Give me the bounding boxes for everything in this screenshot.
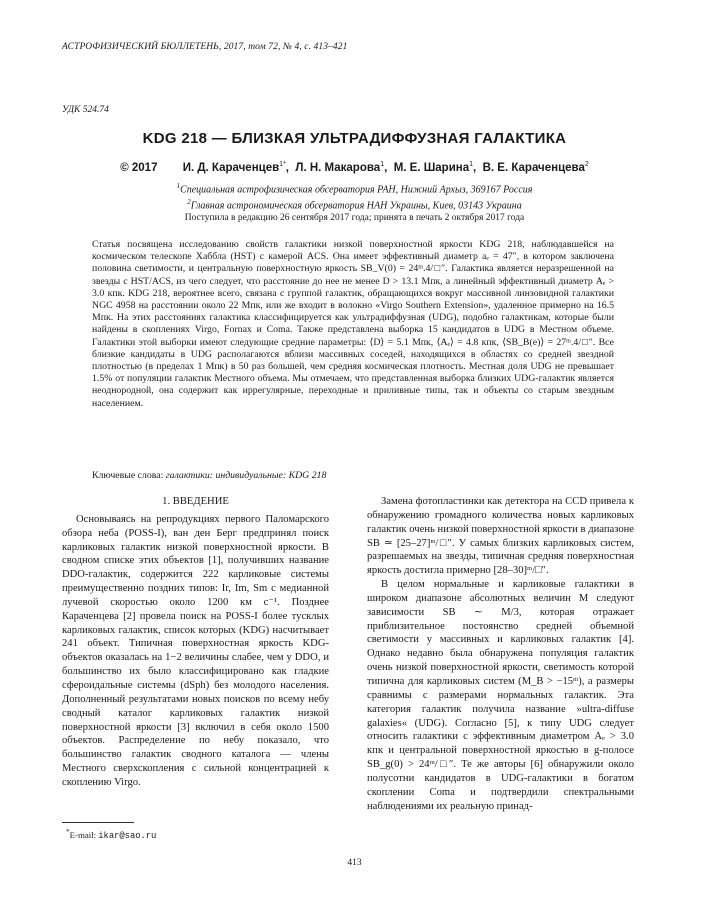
body-paragraph: Основываясь на репродукциях первого Паломарского обзора неба (POSS-I), ван ден Берг предпринял поиск карликовых галактик низкой поверхностной яркости. В сводном списке этих объектов [1], получивших название DDO-галактик, содержится 222 карликовые системы преимущественно поздних типов: Ir, Im, Sm с медианной лучевой скоростью около 1200 км с⁻¹. Позднее Караченцева [2] провела поиск на POSS-I более тусклых карликовых галактик, список которых (KDG) насчитывает 241 объект. Типичная поверхностная яркость KDG-объектов оказалась на 1−2 величины слабее, чем у DDO, и большинство их было классифицировано как гладкие сфероидальные системы (dSph) без молодого населения. Дополненный результатами новых поисков по всему небу сводный каталог карликовых галактик низкой поверхностной яркости [3] включил в себя около 1500 объектов. Распределение по небу показало, что большинство галактик сводного каталога — члены Местного сверхскопления с сильной концентрацией к скоплению Virgo. [62,513,329,788]
author-2: Л. Н. Макарова$^1$ [295,161,385,174]
author-1: И. Д. Караченцев$^{1*}$ [182,161,286,174]
author-4: В. Е. Караченцева$^2$ [482,161,589,174]
author-line: © 2017 И. Д. Караченцев$^{1*}$, Л. Н. Макарова$^1$, М. Е. Шарина$^1$, В. Е. Караченцева$^2$ [120,161,589,174]
right-column [367,495,634,813]
affiliation-1: $^1$Специальная астрофизическая обсерватория РАН, Нижний Архыз, 369167 Россия [176,182,533,196]
footnote: *E-mail: ikar@sao.ru [66,827,157,841]
copyright-year: © 2017 [120,161,158,174]
page-number: 413 [347,858,362,868]
udk-code: УДК 524.74 [62,105,109,115]
keywords [92,470,326,481]
section-title: 1. ВВЕДЕНИЕ [162,496,229,507]
body-paragraph: В целом нормальные и карликовые галактики в широком диапазоне абсолютных величин M следуют зависимости SB ∼ M/3, которая отражает приблизительное постоянство средней объемной светимости у массивных и карликовых галактик [4]. Однако недавно была обнаружена популяция галактик очень низкой поверхностной яркости, светимость которой типична для карликовых систем (M_B > −15ᵐ), а размеры сравнимы с размерами нормальных галактик. Эта категория галактик получила название »ultra-diffuse galaxies« (UDG). Согласно [5], к типу UDG следует относить галактики с эффективным диаметром Aₑ > 3.0 кпк и центральной поверхностной яркостью в g-полосе SB_g(0) > 24ᵐ/□″. Те же авторы [6] обнаружили около полусотни кандидатов в UDG-галактики в богатом скоплении Coma и подтвердили спектральными наблюдениями их реальную принад- [367,579,634,812]
author-3: М. Е. Шарина$^1$ [393,161,474,174]
footnote-email[interactable]: ikar@sao.ru [98,830,157,841]
affiliation-2: $^2$Главная астрономическая обсерватория НАН Украины, Киев, 03143 Украина [187,198,522,212]
received-dates: Поступила в редакцию 26 сентября 2017 года; принята в печать 2 октября 2017 года [184,213,525,223]
footnote-rule [62,822,134,823]
keywords-label: Ключевые слова: [92,470,164,481]
left-column [62,495,329,790]
keywords-value: галактики: индивидуальные: KDG 218 [165,470,327,481]
paper-title: KDG 218 — БЛИЗКАЯ УЛЬТРАДИФФУЗНАЯ ГАЛАКТИКА [142,130,567,147]
abstract: Статья посвящена исследованию свойств галактики низкой поверхностной яркости KDG 218, наблюдавшейся на космическом телескопе Хаббла (HST) с камерой ACS. Она имеет эффективный диаметр aₑ = 47″, в котором заключена половина светимости, и центральную поверхностную яркость SB_V(0) = 24ᵐ.4/□″. Галактика является неразрешенной на звезды с HST/ACS, из чего следует, что расстояние до нее не менее D > 13.1 Мпк, а линейный эффективный диаметр Aₑ > 3.0 кпк. KDG 218, вероятнее всего, связана с группой галактик, обращающихся вокруг массивной линзовидной галактики NGC 4958 на расстоянии около 22 Мпк, или же входит в волокно «Virgo Southern Extension», удаленное примерно на 16.5 Мпк. На этих расстояниях галактика классифицируется как ультрадиффузная (UDG), подобно галактикам, которые были найдены в скоплениях Virgo, Fornax и Coma. Также представлена выборка 15 кандидатов в UDG в Местном объеме. Галактики этой выборки имеют следующие средние параметры: ⟨D⟩ = 5.1 Мпк, ⟨Aₑ⟩ = 4.8 кпк, ⟨SB_B(e)⟩ = 27ᵐ.4/□″. Все близкие кандидаты в UDG располагаются вблизи массивных соседей, находящихся в областях со средней звездной плотностью (в пределах 1 Мпк) в 50 раз большей, чем средняя космическая плотность. Местная доля UDG не превышает 1.5% от популяции галактик Местного объема. Мы отмечаем, что представленная выборка близких UDG-галактик является неоднородной, она содержит как иррегулярные, переходные и приливные типы, так и объекты со старым звездным населением. [92,239,614,409]
body-paragraph: Замена фотопластинки как детектора на CCD привела к обнаружению громадного количества новых карликовых галактик очень низкой поверхностной яркости в диапазоне SB ≃ [25–27]ᵐ/□″. У самых близких карликовых систем, разрешаемых на звезды, типичная средняя поверхностная яркость достигла примерно [28–30]ᵐ/□″. [367,496,634,577]
running-head: АСТРОФИЗИЧЕСКИЙ БЮЛЛЕТЕНЬ, 2017, том 72, № 4, с. 413–421 [62,42,348,52]
